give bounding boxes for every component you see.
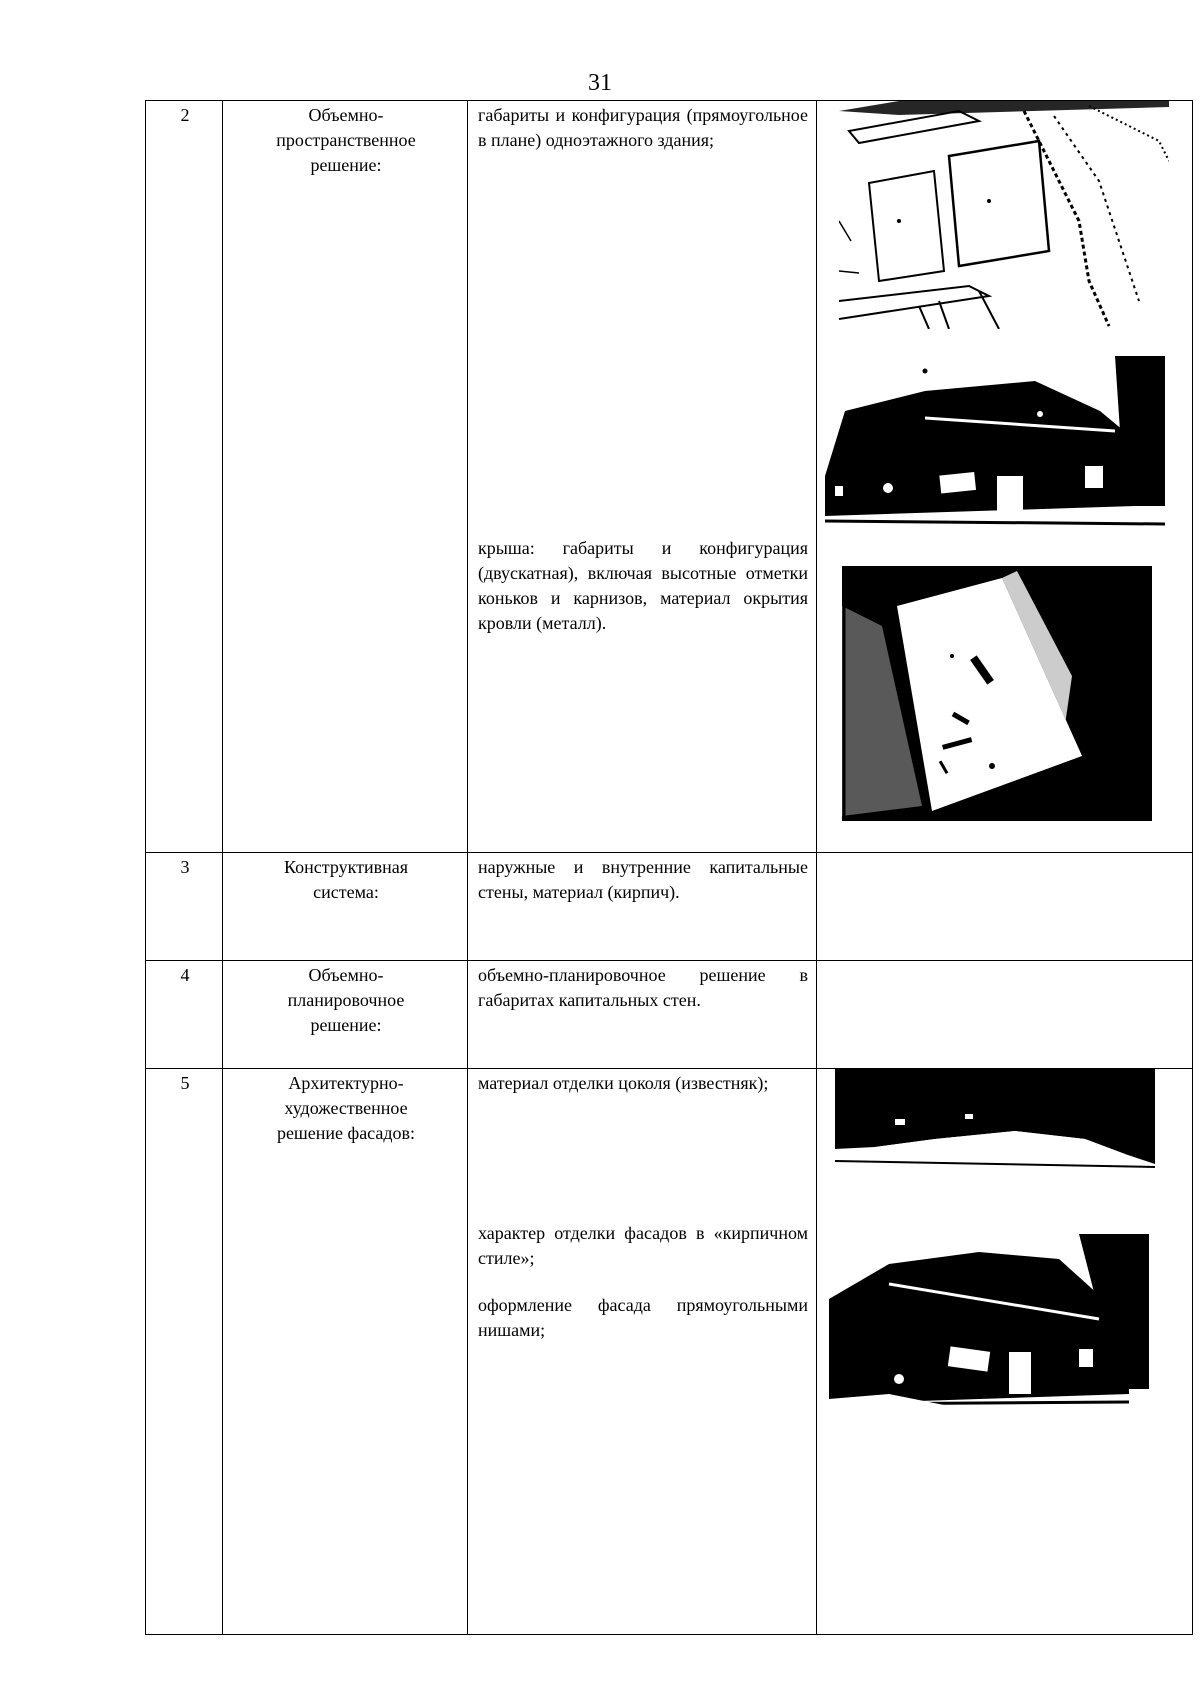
row-description [468,961,817,1069]
row-description [468,853,817,961]
site-plan-photo [839,101,1169,329]
row-description [468,101,817,853]
table-row [146,1069,1193,1635]
description-text: наружные и внутренние капитальные стены, материал (кирпич). [478,857,808,902]
description-text: оформление фасада прямоугольными нишами; [478,1295,808,1340]
row-title: Объемно- планировочное решение: [223,961,468,1069]
requirements-table [145,100,1193,1635]
table-row [146,961,1193,1069]
table-row [146,101,1193,853]
image-cell [817,961,1193,1069]
roof-aerial-photo [842,566,1152,821]
row-number: 3 [146,853,223,961]
image-cell [817,853,1193,961]
table-row [146,853,1193,961]
description-text: характер отделки фасадов в «кирпичном стиле»; [478,1223,808,1268]
facade-photo [829,1234,1149,1414]
row-description [468,1069,817,1635]
description-text: крыша: габариты и конфигурация (двускатная), включая высотные отметки коньков и карнизов, материал окрытия кровли (металл). [478,538,808,633]
plinth-photo [835,1069,1155,1169]
description-text: материал отделки цоколя (известняк); [478,1073,769,1093]
row-title: Архитектурно- художественное решение фасадов: [223,1069,468,1635]
image-cell [817,101,1193,853]
building-facade-photo [825,356,1165,536]
page-number: 31 [588,70,612,96]
description-text: объемно-планировочное решение в габаритах капитальных стен. [478,965,808,1010]
row-number: 2 [146,101,223,853]
row-number: 5 [146,1069,223,1635]
description-text: габариты и конфигурация (прямоугольное в плане) одноэтажного здания; [478,105,808,150]
row-title: Объемно- пространственное решение: [223,101,468,853]
row-number: 4 [146,961,223,1069]
row-title: Конструктивная система: [223,853,468,961]
image-cell [817,1069,1193,1635]
